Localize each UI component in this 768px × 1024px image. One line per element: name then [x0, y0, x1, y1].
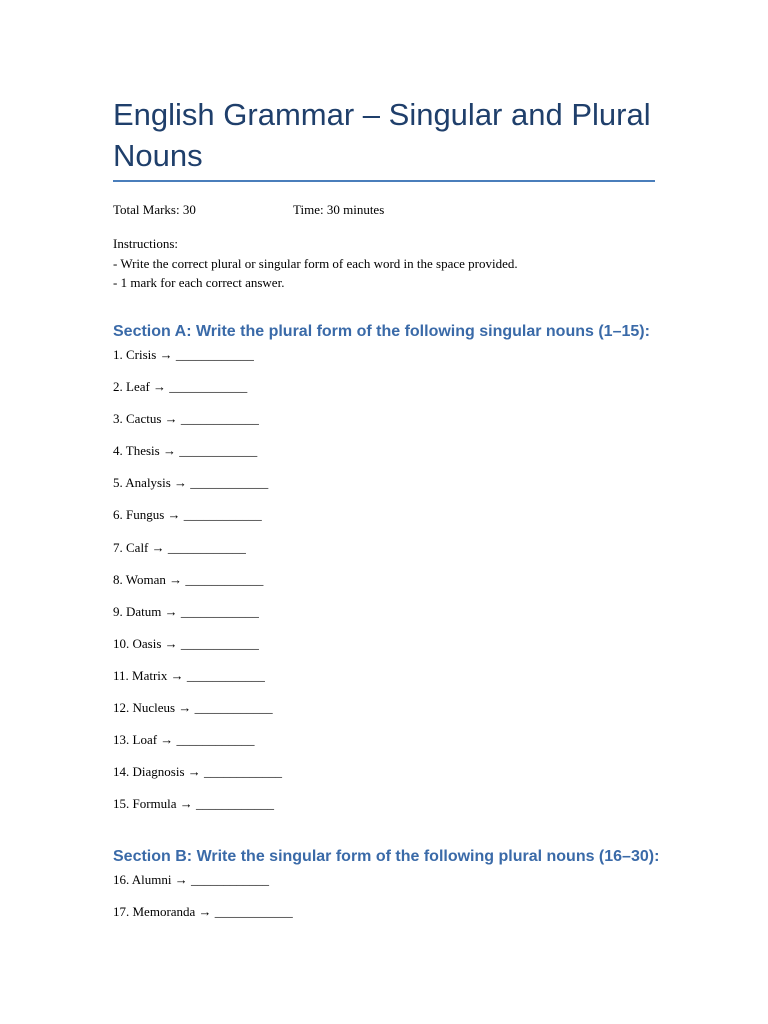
- section-a-heading: Section A: Write the plural form of the following singular nouns (1–15):: [113, 323, 650, 340]
- section-b-heading: Section B: Write the singular form of the following plural nouns (16–30):: [113, 848, 660, 865]
- question-item: 8. Woman → ____________: [113, 571, 264, 587]
- question-item: 17. Memoranda → ____________: [113, 904, 293, 920]
- question-item: 9. Datum → ____________: [113, 603, 259, 619]
- instruction-line: - 1 mark for each correct answer.: [113, 275, 285, 290]
- question-item: 2. Leaf → ____________: [113, 379, 248, 395]
- question-item: 3. Cactus → ____________: [113, 411, 259, 427]
- instructions-heading: Instructions:: [113, 236, 178, 251]
- page-title: English Grammar – Singular and Plural Nouns: [113, 97, 651, 173]
- question-item: 14. Diagnosis → ____________: [113, 764, 282, 780]
- section-b-list: [113, 872, 293, 936]
- question-item: 11. Matrix → ____________: [113, 667, 265, 683]
- question-item: 12. Nucleus → ____________: [113, 700, 273, 716]
- question-item: 6. Fungus → ____________: [113, 507, 262, 523]
- question-item: 10. Oasis → ____________: [113, 635, 259, 651]
- question-item: 1. Crisis → ____________: [113, 347, 254, 362]
- instruction-line: - Write the correct plural or singular form of each word in the space provided.: [113, 255, 518, 271]
- question-item: 4. Thesis → ____________: [113, 443, 258, 459]
- question-item: 7. Calf → ____________: [113, 539, 246, 555]
- question-item: 16. Alumni → ____________: [113, 872, 270, 887]
- question-item: 13. Loaf → ____________: [113, 732, 255, 748]
- question-item: 5. Analysis → ____________: [113, 475, 269, 491]
- instructions-block: [113, 234, 518, 293]
- time-limit: Time: 30 minutes: [293, 202, 385, 217]
- title-divider: [113, 180, 655, 182]
- question-item: 15. Formula → ____________: [113, 796, 275, 812]
- section-a-list: [113, 347, 282, 828]
- total-marks: Total Marks: 30: [113, 202, 196, 217]
